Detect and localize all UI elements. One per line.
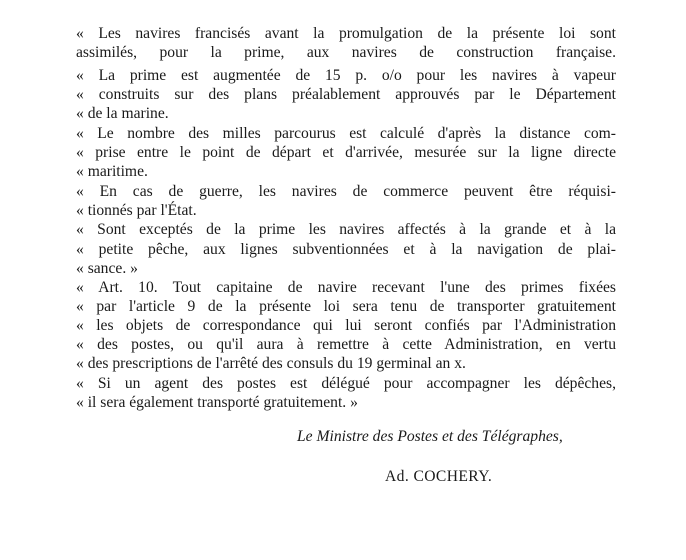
text-line: « des postes, ou qu'il aura à remettre à cette Administration, en vertu: [76, 336, 616, 353]
text-line: « En cas de guerre, les navires de commerce peuvent être réquisi-: [76, 183, 616, 200]
text-line: « maritime.: [76, 163, 148, 180]
text-line: « Art. 10. Tout capitaine de navire recevant l'une des primes fixées: [76, 279, 616, 296]
text-line: « Si un agent des postes est délégué pour accompagner les dépêches,: [76, 375, 616, 392]
text-line: « tionnés par l'État.: [76, 202, 197, 219]
text-line: « des prescriptions de l'arrêté des consuls du 19 germinal an x.: [76, 355, 466, 372]
text-line: assimilés, pour la prime, aux navires de construction française.: [76, 44, 616, 61]
text-line: « construits sur des plans préalablement approuvés par le Département: [76, 86, 616, 103]
signature-title: Le Ministre des Postes et des Télégraphes,: [297, 428, 563, 445]
text-line: « Les navires francisés avant la promulgation de la présente loi sont: [76, 25, 616, 42]
text-line: « Le nombre des milles parcourus est calculé d'après la distance com-: [76, 125, 616, 142]
text-line: « de la marine.: [76, 105, 169, 122]
text-line: « sance. »: [76, 260, 138, 277]
text-line: « La prime est augmentée de 15 p. o/o pour les navires à vapeur: [76, 67, 616, 84]
text-line: « par l'article 9 de la présente loi sera tenu de transporter gratuitement: [76, 298, 616, 315]
text-line: « prise entre le point de départ et d'arrivée, mesurée sur la ligne directe: [76, 144, 616, 161]
text-line: « il sera également transporté gratuitement. »: [76, 394, 358, 411]
signature-name: Ad. COCHERY.: [385, 468, 493, 485]
text-line: « Sont exceptés de la prime les navires affectés à la grande et à la: [76, 221, 616, 238]
text-line: « les objets de correspondance qui lui seront confiés par l'Administration: [76, 317, 616, 334]
text-line: « petite pêche, aux lignes subventionnées et à la navigation de plai-: [76, 241, 616, 258]
